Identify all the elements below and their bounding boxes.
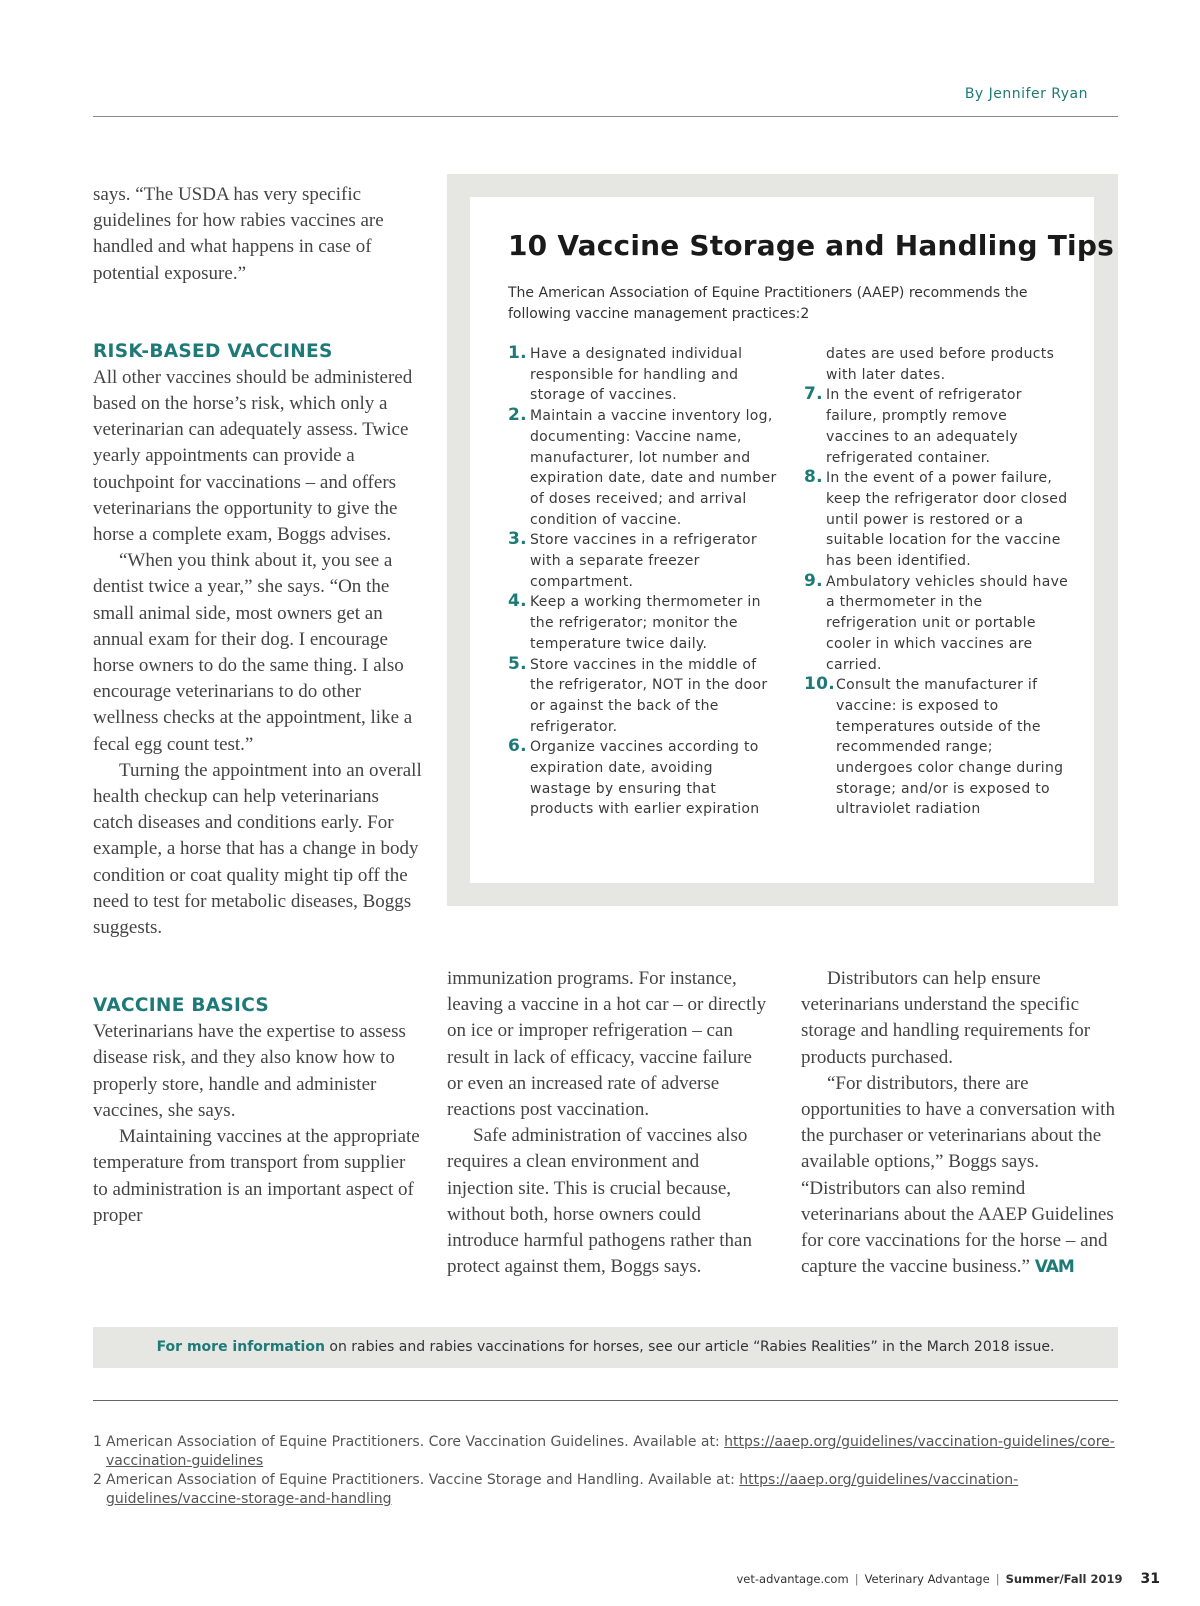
paragraph: Maintaining vaccines at the appropriate temperature from transport from supplier to administration is an important aspect of proper (93, 1126, 420, 1226)
article-column-3 (801, 966, 1121, 1280)
tip-text: Maintain a vaccine inventory log, documenting: Vaccine name, manufacturer, lot number and expiration date, date and number of doses received; and arrival condition of vaccine. (530, 408, 777, 528)
tip-number: 10. (804, 674, 836, 695)
footer-site: vet-advantage.com (736, 1572, 849, 1586)
tip-item (804, 675, 1074, 820)
tip-number: 2. (508, 405, 527, 426)
tip-text: Ambulatory vehicles should have a thermometer in the refrigeration unit or portable cooler in which vaccines are carried. (826, 573, 1069, 673)
footnote-text: American Association of Equine Practitioners. Core Vaccination Guidelines. Available at: (106, 1434, 725, 1450)
paragraph: All other vaccines should be administered based on the horse’s risk, which only a veterinarian can adequately assess. Twice yearly appointments can provide a touchpoint for vaccinations – and offers veterinarians the opportunity to give the horse a complete exam, Boggs advises. (93, 366, 413, 546)
tips-sidebar (447, 174, 1118, 906)
section-heading-risk-based-vaccines: RISK-BASED VACCINES (93, 340, 333, 362)
footer-issue: Summer/Fall 2019 (1005, 1572, 1123, 1586)
tip-item (508, 406, 778, 530)
paragraph: Turning the appointment into an overall health checkup can help veterinarians catch diseases and conditions early. For example, a horse that has a change in body condition or coat quality might tip off the need to test for metabolic diseases, Boggs suggests. (93, 759, 422, 939)
footnote-link[interactable]: https://aaep.org/guidelines/vaccination-guidelines/core-vaccination-guidelines (106, 1434, 1115, 1469)
paragraph: says. “The USDA has very specific guidelines for how rabies vaccines are handled and what happens in case of potential exposure.” (93, 184, 384, 284)
more-info-banner (93, 1327, 1118, 1368)
tip-number: 9. (804, 570, 823, 591)
paragraph (801, 1071, 1121, 1281)
tip-number: 3. (508, 529, 527, 550)
tips-panel (470, 197, 1114, 883)
tip-text: Have a designated individual responsible for handling and storage of vaccines. (530, 346, 743, 404)
tip-item (508, 530, 778, 592)
tip-text: dates are used before products with later dates. (826, 346, 1055, 383)
vam-logo: VAM (1034, 1257, 1074, 1278)
page-footer: vet-advantage.com | Veterinary Advantage | Summer/Fall 2019 31 (736, 1571, 1160, 1587)
paragraph: Veterinarians have the expertise to assess disease risk, and they also know how to properly store, handle and administer vaccines, she says. (93, 1021, 406, 1121)
footnotes (93, 1433, 1118, 1509)
top-divider (93, 116, 1118, 117)
tip-number: 6. (508, 736, 527, 757)
footnote-number: 2 (93, 1472, 102, 1488)
tip-item (508, 655, 778, 738)
footnote-number: 1 (93, 1434, 102, 1450)
footnote-divider (93, 1400, 1118, 1401)
section-heading-vaccine-basics: VACCINE BASICS (93, 995, 270, 1017)
tip-text: Organize vaccines according to expiration date, avoiding wastage by ensuring that products with earlier expiration (530, 739, 760, 818)
tip-number: 4. (508, 591, 527, 612)
tip-text: Store vaccines in the middle of the refrigerator, NOT in the door or against the back of the refrigerator. (530, 656, 768, 735)
tip-number: 7. (804, 384, 823, 405)
tip-item (804, 468, 1074, 572)
paragraph-text: “For distributors, there are opportunities to have a conversation with the purchaser or veterinarians about the available options,” Boggs says. “Distributors can also remind veterinarians about the AAEP Guidelines for core vaccinations for the horse – and capture the vaccine business.” (801, 1072, 1115, 1278)
footer-publication: Veterinary Advantage (864, 1572, 990, 1586)
tip-text: Store vaccines in a refrigerator with a separate freezer compartment. (530, 532, 757, 590)
paragraph: Distributors can help ensure veterinarians understand the specific storage and handling requirements for products purchased. (801, 968, 1091, 1068)
footnote-item (93, 1433, 1118, 1471)
tips-list-right (804, 344, 1074, 820)
article-column-2 (447, 966, 769, 1280)
tip-text: Keep a working thermometer in the refrigerator; monitor the temperature twice daily. (530, 594, 761, 652)
tip-item (508, 344, 778, 406)
byline: By Jennifer Ryan (964, 86, 1088, 102)
more-info-lead: For more information (156, 1339, 325, 1355)
tip-item (804, 572, 1074, 676)
article-column-1 (93, 182, 423, 1229)
tip-item (804, 385, 1074, 468)
paragraph: “When you think about it, you see a dentist twice a year,” she says. “On the small animal side, most owners get an annual exam for their dog. I encourage horse owners to do the same thing. I also encourage veterinarians to do other wellness checks at the appointment, like a fecal egg count test.” (93, 550, 413, 755)
tip-item (508, 737, 778, 820)
footnote-link[interactable]: https://aaep.org/guidelines/vaccination-guidelines/vaccine-storage-and-handling (106, 1472, 1019, 1507)
more-info-text: on rabies and rabies vaccinations for horses, see our article “Rabies Realities” in the March 2018 issue. (324, 1339, 1055, 1355)
tip-number: 5. (508, 653, 527, 674)
sidebar-title: 10 Vaccine Storage and Handling Tips (508, 229, 1114, 262)
page-number: 31 (1140, 1571, 1160, 1587)
tip-item (508, 592, 778, 654)
paragraph: immunization programs. For instance, leaving a vaccine in a hot car – or directly on ice or improper refrigeration – can result in lack of efficacy, vaccine failure or even an increased rate of adverse reactions post vaccination. (447, 968, 767, 1121)
tip-text: Consult the manufacturer if vaccine: is exposed to temperatures outside of the recommended range; undergoes color change during storage; and/or is exposed to ultraviolet radiation (836, 677, 1064, 818)
tips-list-left (508, 344, 778, 820)
tip-text: In the event of refrigerator failure, promptly remove vaccines to an adequately refrigerated container. (826, 387, 1022, 466)
tip-text: In the event of a power failure, keep the refrigerator door closed until power is restored or a suitable location for the vaccine has been identified. (826, 470, 1068, 570)
footnote-item (93, 1471, 1118, 1509)
sidebar-intro: The American Association of Equine Practitioners (AAEP) recommends the following vaccine management practices:2 (508, 285, 1028, 322)
tip-number: 1. (508, 343, 527, 363)
tip-item-continued (804, 344, 1074, 385)
footnote-text: American Association of Equine Practitioners. Vaccine Storage and Handling. Available at: (106, 1472, 740, 1488)
tip-number: 8. (804, 467, 823, 488)
paragraph: Safe administration of vaccines also requires a clean environment and injection site. This is crucial because, without both, horse owners could introduce harmful pathogens rather than protect against them, Boggs says. (447, 1125, 752, 1278)
